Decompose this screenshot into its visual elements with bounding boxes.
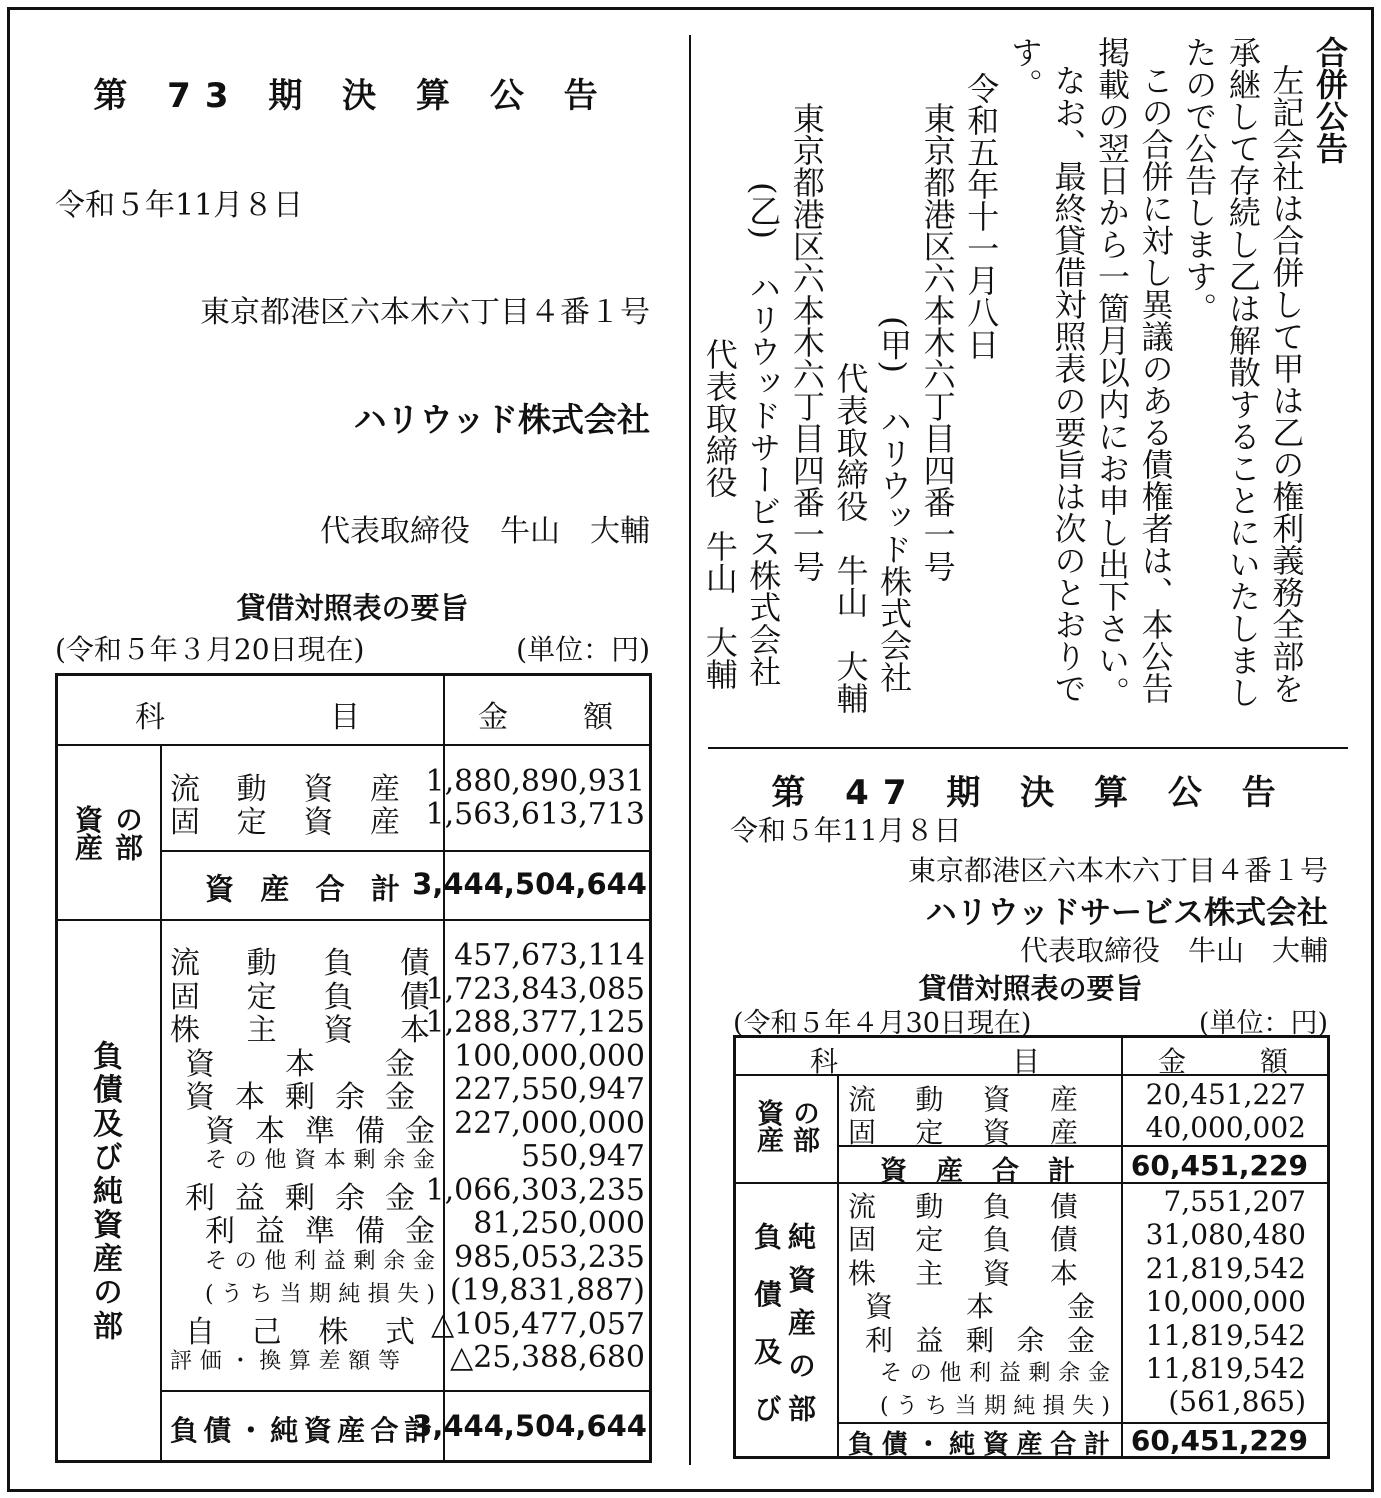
merger-date: 令和五年十一月八日 — [962, 72, 1001, 360]
assets-total-value: 3,444,504,644 — [412, 867, 647, 901]
row-value: 457,673,114 — [454, 938, 645, 973]
assets-section-label — [752, 1093, 818, 1159]
row-value: 11,819,542 — [1145, 1352, 1306, 1385]
row-label: その他利益剰余金 — [205, 1248, 435, 1274]
row-label: 固定資産 — [170, 805, 400, 840]
liab-total-label: 負債・純資産合計 — [170, 1414, 432, 1447]
row-label: 資本剰余金 — [185, 1080, 415, 1115]
table-rule — [160, 745, 162, 1461]
merger-notice — [697, 36, 1351, 746]
notice-date: 令和５年11月８日 — [55, 188, 304, 223]
representative: 代表取締役 牛山 大輔 — [320, 514, 650, 549]
merger-text-line: 掲載の翌日から一箇月以内にお申し出下さい。 — [1093, 36, 1132, 708]
row-value: 11,819,542 — [1145, 1318, 1306, 1352]
row-value: 81,250,000 — [473, 1206, 645, 1241]
row-label: 固定負債 — [170, 979, 430, 1015]
company-name: ハリウッドサービス株式会社 — [925, 895, 1328, 931]
liab-section-label-part: 純資産の部 — [784, 1222, 817, 1422]
row-label: 流動負債 — [170, 946, 430, 981]
liab-total-label: 負債・純資産合計 — [848, 1430, 1110, 1460]
row-label: 固定負債 — [848, 1223, 1078, 1257]
row-value: 10,000,000 — [1145, 1285, 1306, 1319]
header-amount: 金 額 — [1158, 1045, 1288, 1078]
section-label-part: の部 — [788, 1099, 819, 1153]
column-divider — [689, 35, 691, 1465]
section-divider — [708, 747, 1348, 749]
row-value: △25,388,680 — [450, 1340, 645, 1375]
row-value: 7,551,207 — [1163, 1185, 1306, 1218]
notice-title: 第 73 期 決 算 公 告 — [93, 76, 612, 116]
liab-section-label-part: 負債及び — [750, 1222, 783, 1422]
row-label: 株主資本 — [848, 1256, 1078, 1290]
as-of-date: (令和５年３月20日現在) — [55, 633, 365, 666]
representative: 代表取締役 牛山 大輔 — [1019, 934, 1328, 967]
company-address: 東京都港区六本木六丁目４番１号 — [200, 295, 650, 330]
row-label: その他資本剰余金 — [205, 1148, 435, 1173]
row-value: 227,550,947 — [454, 1072, 645, 1107]
bs-title: 貸借対照表の要旨 — [236, 591, 469, 625]
row-value: 227,000,000 — [454, 1105, 645, 1141]
row-label: 流動負債 — [848, 1190, 1078, 1223]
table-rule — [57, 744, 650, 746]
row-value: 20,451,227 — [1145, 1078, 1306, 1111]
unit-label: (単位：円) — [1198, 1008, 1328, 1039]
row-label: (うち当期純損失) — [205, 1282, 435, 1307]
row-value: △105,477,057 — [431, 1306, 645, 1342]
assets-total-value: 60,451,229 — [1130, 1149, 1308, 1182]
row-value: 1,723,843,085 — [425, 971, 645, 1007]
party-a-name: (甲) ハリウッド株式会社 — [875, 316, 914, 693]
row-value: 40,000,002 — [1145, 1111, 1306, 1144]
table-rule — [57, 919, 650, 921]
section-label-part: の部 — [111, 805, 144, 861]
notice-title: 第 47 期 決 算 公 告 — [771, 773, 1290, 813]
assets-total-label: 資産合計 — [205, 872, 400, 906]
header-item: 科 目 — [810, 1045, 1040, 1078]
table-rule — [1121, 1037, 1123, 1457]
row-value: 985,053,235 — [454, 1239, 645, 1275]
party-b-name: (乙) ハリウッドサービス株式会社 — [744, 182, 783, 687]
merger-title: 合併公告 — [1311, 36, 1349, 164]
party-b-address: 東京都港区六本木六丁目四番一号 — [787, 102, 826, 582]
section-label-part: 資産 — [71, 805, 104, 861]
header-amount: 金 額 — [478, 700, 613, 735]
row-label: 流動資産 — [848, 1083, 1078, 1116]
row-label: (うち当期純損失) — [880, 1394, 1110, 1420]
notice-date: 令和５年11月８日 — [730, 814, 962, 847]
merger-text-line: 左記会社は合併して甲は乙の権利義務全部を — [1267, 64, 1306, 704]
assets-section-label — [72, 802, 142, 864]
as-of-date: (令和５年４月30日現在) — [733, 1008, 1032, 1039]
assets-total-label: 資産合計 — [880, 1156, 1075, 1187]
row-label: その他利益剰余金 — [880, 1361, 1110, 1386]
row-label: 資本金 — [865, 1290, 1095, 1324]
company-name: ハリウッド株式会社 — [353, 400, 650, 439]
row-value: (561,865) — [1168, 1385, 1306, 1419]
liabilities-section-label: 負債及び純資産の部 — [87, 1040, 122, 1340]
merger-text-line: たので公告します。 — [1180, 36, 1219, 324]
section-label-part: 資産 — [752, 1099, 783, 1153]
bs-title: 貸借対照表の要旨 — [918, 972, 1143, 1005]
row-value: 1,880,890,931 — [425, 764, 645, 799]
row-value: (19,831,887) — [449, 1273, 645, 1308]
row-value: 1,563,613,713 — [425, 797, 645, 832]
company-address: 東京都港区六本木六丁目４番１号 — [907, 854, 1328, 887]
liab-total-value: 3,444,504,644 — [412, 1409, 647, 1443]
table-rule — [160, 850, 650, 852]
row-label: 利益剰余金 — [185, 1180, 415, 1216]
row-value: 31,080,480 — [1145, 1218, 1306, 1252]
row-label: 自己株式 — [185, 1314, 415, 1350]
party-a-representative: 代表取締役 牛山 大輔 — [831, 362, 870, 714]
merger-text-line: なお、最終貸借対照表の要旨は次のとおりで — [1049, 64, 1088, 704]
party-b-representative: 代表取締役 牛山 大輔 — [700, 338, 739, 690]
merger-text-line: この合併に対し異議のある債権者は、本公告 — [1136, 64, 1175, 704]
table-rule — [160, 1390, 650, 1392]
row-label: 評価・換算差額等 — [170, 1349, 400, 1374]
row-value: 21,819,542 — [1145, 1251, 1306, 1285]
row-value: 1,066,303,235 — [425, 1172, 645, 1208]
merger-text-line: 承継して存続し乙は解散することにいたしまし — [1223, 36, 1262, 708]
unit-label: (単位：円) — [516, 633, 650, 666]
header-item: 科 目 — [135, 700, 360, 735]
row-label: 株主資本 — [170, 1013, 430, 1048]
party-a-address: 東京都港区六本木六丁目四番一号 — [918, 102, 957, 582]
row-label: 流動資産 — [170, 772, 400, 807]
row-label: 固定資産 — [848, 1116, 1078, 1149]
liab-total-value: 60,451,229 — [1130, 1424, 1308, 1457]
row-value: 1,288,377,125 — [425, 1005, 645, 1040]
row-label: 資本準備金 — [205, 1113, 435, 1149]
merger-text-line: す。 — [1005, 36, 1044, 100]
table-rule — [837, 1075, 839, 1457]
row-value: 100,000,000 — [454, 1038, 645, 1074]
row-label: 利益剰余金 — [865, 1323, 1095, 1357]
row-label: 利益準備金 — [205, 1214, 435, 1249]
row-value: 550,947 — [520, 1139, 645, 1174]
row-label: 資本金 — [185, 1046, 415, 1082]
